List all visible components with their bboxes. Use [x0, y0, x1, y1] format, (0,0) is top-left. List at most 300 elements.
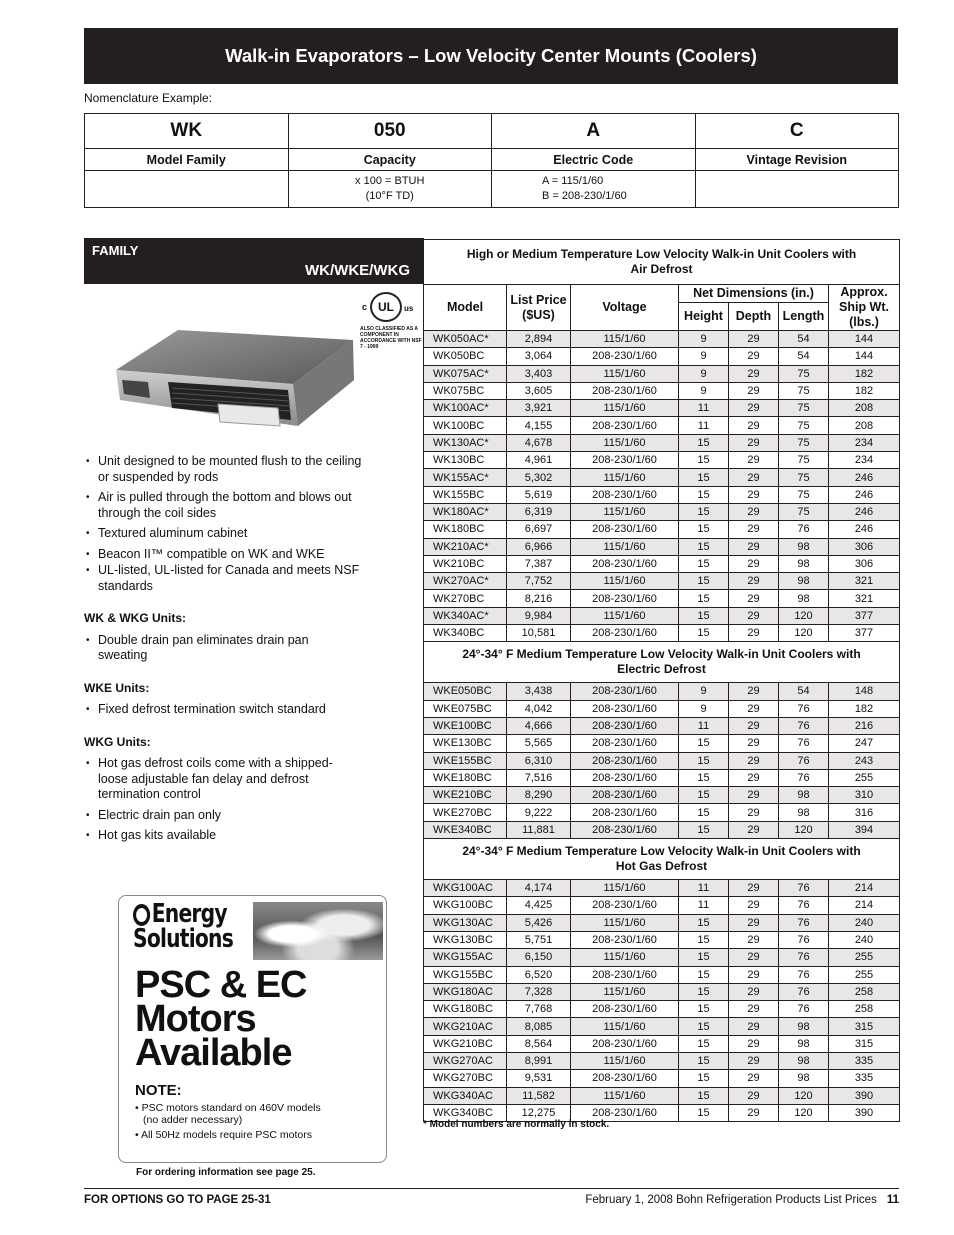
- cell-length: 98: [779, 804, 829, 821]
- cell-length: 75: [779, 382, 829, 399]
- cell-weight: 377: [829, 607, 900, 624]
- ul-c-mark: c: [362, 302, 368, 312]
- cell-model: WKE270BC: [424, 804, 507, 821]
- cell-depth: 29: [729, 555, 779, 572]
- cell-model: WK340BC: [424, 625, 507, 642]
- cell-model: WK050BC: [424, 348, 507, 365]
- note-line-1b: (no adder necessary): [143, 1114, 243, 1126]
- cell-depth: 29: [729, 914, 779, 931]
- cell-weight: 240: [829, 914, 900, 931]
- cell-weight: 394: [829, 821, 900, 838]
- wk-wkg-list: [84, 633, 374, 664]
- table-row: [424, 683, 900, 700]
- cell-length: 75: [779, 469, 829, 486]
- cell-height: 9: [679, 331, 729, 348]
- cell-voltage: 208-230/1/60: [571, 1001, 679, 1018]
- cell-length: 98: [779, 1052, 829, 1069]
- cell-weight: 182: [829, 365, 900, 382]
- cell-length: 54: [779, 331, 829, 348]
- electric-desc-1: A = 115/1/60: [542, 175, 604, 187]
- cell-height: 15: [679, 1104, 729, 1121]
- cell-length: 75: [779, 452, 829, 469]
- note-title: NOTE:: [135, 1082, 182, 1099]
- cell-model: WK210BC: [424, 555, 507, 572]
- cell-depth: 29: [729, 625, 779, 642]
- cell-weight: 148: [829, 683, 900, 700]
- cell-length: 98: [779, 538, 829, 555]
- cell-price: 4,678: [507, 434, 571, 451]
- cell-model: WK130BC: [424, 452, 507, 469]
- cell-depth: 29: [729, 521, 779, 538]
- cell-voltage: 115/1/60: [571, 607, 679, 624]
- table-row: [424, 434, 900, 451]
- cell-voltage: 208-230/1/60: [571, 590, 679, 607]
- cell-voltage: 115/1/60: [571, 400, 679, 417]
- cell-depth: 29: [729, 1087, 779, 1104]
- cell-weight: 214: [829, 897, 900, 914]
- cell-model: WKG155BC: [424, 966, 507, 983]
- cell-length: 76: [779, 700, 829, 717]
- cell-length: 75: [779, 400, 829, 417]
- energy-solutions-panel: [118, 895, 387, 1163]
- headline-line-3: Available: [135, 1032, 292, 1074]
- cell-depth: 29: [729, 538, 779, 555]
- cell-model: WKG210AC: [424, 1018, 507, 1035]
- cell-height: 11: [679, 880, 729, 897]
- cell-weight: 255: [829, 966, 900, 983]
- cell-weight: 377: [829, 625, 900, 642]
- cell-length: 98: [779, 1070, 829, 1087]
- cell-depth: 29: [729, 400, 779, 417]
- cell-price: 9,531: [507, 1070, 571, 1087]
- table-row: [424, 486, 900, 503]
- cell-model: WK270BC: [424, 590, 507, 607]
- cell-depth: 29: [729, 365, 779, 382]
- cell-weight: 246: [829, 469, 900, 486]
- cell-voltage: 115/1/60: [571, 469, 679, 486]
- feature-item: • Textured aluminum cabinet: [84, 526, 374, 542]
- cell-depth: 29: [729, 949, 779, 966]
- logo-line-1: Energy: [151, 899, 227, 929]
- cell-voltage: 208-230/1/60: [571, 735, 679, 752]
- cell-height: 15: [679, 804, 729, 821]
- cell-voltage: 115/1/60: [571, 365, 679, 382]
- cell-model: WKG180BC: [424, 1001, 507, 1018]
- cell-length: 76: [779, 735, 829, 752]
- cell-price: 6,520: [507, 966, 571, 983]
- cell-length: 98: [779, 787, 829, 804]
- cell-length: 120: [779, 607, 829, 624]
- cell-height: 9: [679, 348, 729, 365]
- cell-weight: 246: [829, 486, 900, 503]
- cell-depth: 29: [729, 821, 779, 838]
- table-row: [424, 787, 900, 804]
- cell-depth: 29: [729, 752, 779, 769]
- cell-price: 8,991: [507, 1052, 571, 1069]
- table-row: [424, 452, 900, 469]
- cell-depth: 29: [729, 735, 779, 752]
- unit-cooler-image: [108, 322, 358, 434]
- cell-depth: 29: [729, 700, 779, 717]
- table-row: [424, 625, 900, 642]
- cell-weight: 208: [829, 417, 900, 434]
- cell-height: 9: [679, 382, 729, 399]
- motors-headline: [135, 964, 307, 1074]
- cell-price: 9,222: [507, 804, 571, 821]
- cell-price: 4,155: [507, 417, 571, 434]
- cell-weight: 182: [829, 700, 900, 717]
- cell-voltage: 115/1/60: [571, 914, 679, 931]
- table-row: [424, 931, 900, 948]
- page-title: Walk-in Evaporators – Low Velocity Center Mounts (Coolers): [84, 28, 898, 84]
- cell-model: WKG130BC: [424, 931, 507, 948]
- cell-model: WKG340AC: [424, 1087, 507, 1104]
- cell-model: WKG100BC: [424, 897, 507, 914]
- col-header-model: Model: [424, 285, 507, 331]
- wke-heading: WKE Units:: [84, 680, 150, 695]
- cell-price: 3,064: [507, 348, 571, 365]
- cell-model: WKE130BC: [424, 735, 507, 752]
- header-capacity: Capacity: [288, 149, 492, 171]
- cell-price: 5,751: [507, 931, 571, 948]
- table-row: [424, 880, 900, 897]
- cell-model: WKE180BC: [424, 769, 507, 786]
- cell-depth: 29: [729, 897, 779, 914]
- energy-solutions-logo: [133, 899, 233, 954]
- cell-weight: 306: [829, 538, 900, 555]
- cell-height: 15: [679, 1001, 729, 1018]
- cell-weight: 240: [829, 931, 900, 948]
- section-row: [424, 839, 900, 880]
- cell-price: 3,438: [507, 683, 571, 700]
- cell-height: 15: [679, 1052, 729, 1069]
- cell-length: 76: [779, 897, 829, 914]
- cell-weight: 255: [829, 769, 900, 786]
- footer-info: [585, 1194, 899, 1206]
- cell-height: 15: [679, 966, 729, 983]
- cell-length: 75: [779, 434, 829, 451]
- cell-weight: 216: [829, 717, 900, 734]
- feature-item: • Beacon II™ compatible on WK and WKE: [84, 547, 374, 563]
- cell-height: 15: [679, 555, 729, 572]
- features-list: [84, 454, 374, 594]
- cell-weight: 246: [829, 503, 900, 520]
- note-line-2: • All 50Hz models require PSC motors: [135, 1129, 312, 1141]
- cell-height: 15: [679, 735, 729, 752]
- cell-depth: 29: [729, 331, 779, 348]
- code-electric: A: [492, 114, 696, 149]
- table-row: [424, 949, 900, 966]
- cell-price: 8,085: [507, 1018, 571, 1035]
- cell-depth: 29: [729, 769, 779, 786]
- cell-length: 76: [779, 983, 829, 1000]
- cell-depth: 29: [729, 1018, 779, 1035]
- table-row: [424, 1035, 900, 1052]
- col-header-length: Length: [779, 302, 829, 330]
- cell-length: 76: [779, 880, 829, 897]
- feature-item: • Air is pulled through the bottom and blows out through the coil sides: [84, 490, 374, 521]
- cell-model: WK050AC*: [424, 331, 507, 348]
- cell-price: 5,426: [507, 914, 571, 931]
- cell-price: 4,425: [507, 897, 571, 914]
- cell-model: WK130AC*: [424, 434, 507, 451]
- cell-depth: 29: [729, 1104, 779, 1121]
- cell-price: 6,966: [507, 538, 571, 555]
- cell-voltage: 208-230/1/60: [571, 804, 679, 821]
- cell-height: 15: [679, 787, 729, 804]
- col-header-voltage: Voltage: [571, 285, 679, 331]
- cell-model: WKE210BC: [424, 787, 507, 804]
- cell-model: WKG130AC: [424, 914, 507, 931]
- footer-divider: [84, 1188, 899, 1189]
- header-vintage: Vintage Revision: [695, 149, 899, 171]
- cell-model: WKE050BC: [424, 683, 507, 700]
- cell-height: 9: [679, 700, 729, 717]
- cell-height: 15: [679, 752, 729, 769]
- cell-height: 15: [679, 1035, 729, 1052]
- cell-voltage: 208-230/1/60: [571, 966, 679, 983]
- cell-height: 11: [679, 897, 729, 914]
- cell-price: 3,605: [507, 382, 571, 399]
- cell-depth: 29: [729, 717, 779, 734]
- cell-height: 15: [679, 821, 729, 838]
- cell-height: 15: [679, 949, 729, 966]
- col-header-price: List Price ($US): [507, 285, 571, 331]
- cell-height: 9: [679, 683, 729, 700]
- cell-model: WK075BC: [424, 382, 507, 399]
- cell-depth: 29: [729, 434, 779, 451]
- cell-height: 15: [679, 521, 729, 538]
- cell-price: 10,581: [507, 625, 571, 642]
- table-row: [424, 521, 900, 538]
- cell-depth: 29: [729, 452, 779, 469]
- cell-weight: 255: [829, 949, 900, 966]
- col-header-weight: Approx. Ship Wt. (lbs.): [829, 285, 900, 331]
- cell-height: 9: [679, 365, 729, 382]
- table-row: [424, 1052, 900, 1069]
- clouds-image: [253, 902, 383, 960]
- cell-model: WKE155BC: [424, 752, 507, 769]
- footer-date-text: February 1, 2008 Bohn Refrigeration Products List Prices: [585, 1194, 877, 1206]
- wkg-heading: WKG Units:: [84, 734, 151, 749]
- table-row: [424, 1018, 900, 1035]
- cell-voltage: 208-230/1/60: [571, 348, 679, 365]
- cell-weight: 321: [829, 590, 900, 607]
- cell-voltage: 115/1/60: [571, 1087, 679, 1104]
- cell-depth: 29: [729, 1035, 779, 1052]
- features-column: [84, 454, 374, 849]
- cell-height: 15: [679, 625, 729, 642]
- cell-weight: 310: [829, 787, 900, 804]
- header-electric: Electric Code: [492, 149, 696, 171]
- header-model-family: Model Family: [85, 149, 289, 171]
- section-title: High or Medium Temperature Low Velocity Walk-in Unit Coolers with Air Defrost: [424, 240, 900, 285]
- table-row: [424, 1001, 900, 1018]
- cell-length: 120: [779, 625, 829, 642]
- cell-model: WKE100BC: [424, 717, 507, 734]
- cell-voltage: 115/1/60: [571, 331, 679, 348]
- cell-length: 98: [779, 573, 829, 590]
- cell-voltage: 208-230/1/60: [571, 683, 679, 700]
- cell-length: 120: [779, 1087, 829, 1104]
- table-row: [424, 573, 900, 590]
- cell-voltage: 208-230/1/60: [571, 1035, 679, 1052]
- cell-price: 11,582: [507, 1087, 571, 1104]
- table-row: [424, 382, 900, 399]
- cell-voltage: 208-230/1/60: [571, 382, 679, 399]
- code-model-family: WK: [85, 114, 289, 149]
- table-row: [424, 821, 900, 838]
- cell-height: 15: [679, 931, 729, 948]
- cell-weight: 247: [829, 735, 900, 752]
- cell-voltage: 115/1/60: [571, 434, 679, 451]
- cell-weight: 335: [829, 1070, 900, 1087]
- cell-model: WK340AC*: [424, 607, 507, 624]
- cell-model: WK075AC*: [424, 365, 507, 382]
- wkg-item: • Hot gas kits available: [84, 828, 374, 844]
- logo-line-2: Solutions: [133, 924, 233, 954]
- cell-height: 15: [679, 469, 729, 486]
- col-header-depth: Depth: [729, 302, 779, 330]
- pricing-table: [423, 239, 900, 1122]
- cell-voltage: 115/1/60: [571, 949, 679, 966]
- cell-model: WKG270AC: [424, 1052, 507, 1069]
- table-row: [424, 469, 900, 486]
- cell-height: 15: [679, 983, 729, 1000]
- cell-voltage: 115/1/60: [571, 1018, 679, 1035]
- cell-price: 8,290: [507, 787, 571, 804]
- cell-depth: 29: [729, 469, 779, 486]
- wke-item: • Fixed defrost termination switch standard: [84, 702, 374, 718]
- cell-height: 11: [679, 400, 729, 417]
- cell-price: 3,403: [507, 365, 571, 382]
- swirl-icon: [133, 904, 150, 926]
- family-value: WK/WKE/WKG: [305, 262, 410, 279]
- code-capacity: 050: [288, 114, 492, 149]
- cell-price: 3,921: [507, 400, 571, 417]
- table-row: [424, 607, 900, 624]
- cell-model: WK155AC*: [424, 469, 507, 486]
- desc-model-family: [85, 171, 289, 208]
- cell-price: 8,216: [507, 590, 571, 607]
- cell-price: 7,328: [507, 983, 571, 1000]
- cell-voltage: 208-230/1/60: [571, 555, 679, 572]
- cell-depth: 29: [729, 486, 779, 503]
- cell-price: 9,984: [507, 607, 571, 624]
- capacity-desc-1: x 100 = BTUH: [355, 175, 425, 187]
- cell-depth: 29: [729, 880, 779, 897]
- col-header-height: Height: [679, 302, 729, 330]
- cell-price: 6,310: [507, 752, 571, 769]
- table-row: [424, 700, 900, 717]
- cell-depth: 29: [729, 931, 779, 948]
- cell-length: 76: [779, 752, 829, 769]
- note-line-1: • PSC motors standard on 460V models: [135, 1102, 321, 1114]
- cell-length: 75: [779, 365, 829, 382]
- cell-weight: 246: [829, 521, 900, 538]
- table-footnote: * Model numbers are normally in stock.: [423, 1119, 610, 1130]
- cell-voltage: 115/1/60: [571, 880, 679, 897]
- table-row: [424, 1087, 900, 1104]
- cell-weight: 390: [829, 1087, 900, 1104]
- cell-price: 7,752: [507, 573, 571, 590]
- cell-weight: 321: [829, 573, 900, 590]
- cell-price: 6,697: [507, 521, 571, 538]
- cell-model: WK210AC*: [424, 538, 507, 555]
- cell-weight: 234: [829, 452, 900, 469]
- cell-voltage: 208-230/1/60: [571, 787, 679, 804]
- cell-voltage: 208-230/1/60: [571, 452, 679, 469]
- ul-listing-mark: [360, 290, 420, 360]
- cell-price: 4,174: [507, 880, 571, 897]
- cell-voltage: 115/1/60: [571, 983, 679, 1000]
- headline-line-1: PSC & EC: [135, 964, 307, 1006]
- cell-height: 15: [679, 590, 729, 607]
- cell-price: 4,666: [507, 717, 571, 734]
- cell-length: 54: [779, 348, 829, 365]
- table-row: [424, 555, 900, 572]
- cell-depth: 29: [729, 382, 779, 399]
- cell-height: 15: [679, 769, 729, 786]
- cell-model: WK100BC: [424, 417, 507, 434]
- cell-weight: 306: [829, 555, 900, 572]
- cell-model: WKE340BC: [424, 821, 507, 838]
- cell-model: WK100AC*: [424, 400, 507, 417]
- wk-wkg-heading: WK & WKG Units:: [84, 611, 186, 625]
- footer-options-link: FOR OPTIONS GO TO PAGE 25-31: [84, 1194, 271, 1206]
- cell-length: 98: [779, 555, 829, 572]
- cell-depth: 29: [729, 787, 779, 804]
- cell-voltage: 208-230/1/60: [571, 625, 679, 642]
- cell-weight: 390: [829, 1104, 900, 1121]
- cell-depth: 29: [729, 683, 779, 700]
- cell-model: WKG210BC: [424, 1035, 507, 1052]
- cell-price: 8,564: [507, 1035, 571, 1052]
- cell-price: 5,565: [507, 735, 571, 752]
- cell-length: 76: [779, 914, 829, 931]
- cell-depth: 29: [729, 573, 779, 590]
- capacity-desc-2: (10°F TD): [365, 190, 414, 202]
- ul-classification-text: ALSO CLASSIFIED AS A COMPONENT IN ACCORDANCE WITH NSF 7 - 1999: [360, 326, 422, 350]
- cell-height: 15: [679, 452, 729, 469]
- cell-price: 5,302: [507, 469, 571, 486]
- cell-depth: 29: [729, 1001, 779, 1018]
- cell-length: 98: [779, 590, 829, 607]
- cell-model: WKG180AC: [424, 983, 507, 1000]
- table-row: [424, 538, 900, 555]
- cell-price: 11,881: [507, 821, 571, 838]
- wkg-item: • Hot gas defrost coils come with a shipped-loose adjustable fan delay and defrost termination control: [84, 756, 374, 803]
- cell-weight: 335: [829, 1052, 900, 1069]
- cell-model: WKG100AC: [424, 880, 507, 897]
- cell-voltage: 115/1/60: [571, 503, 679, 520]
- cell-weight: 144: [829, 331, 900, 348]
- cell-voltage: 115/1/60: [571, 538, 679, 555]
- cell-length: 76: [779, 931, 829, 948]
- cell-length: 76: [779, 1001, 829, 1018]
- table-row: [424, 365, 900, 382]
- cell-price: 7,387: [507, 555, 571, 572]
- cell-price: 7,516: [507, 769, 571, 786]
- table-row: [424, 735, 900, 752]
- cell-voltage: 208-230/1/60: [571, 752, 679, 769]
- cell-height: 15: [679, 607, 729, 624]
- headline-line-2: Motors: [135, 998, 256, 1040]
- cell-depth: 29: [729, 417, 779, 434]
- table-row: [424, 897, 900, 914]
- cell-height: 15: [679, 573, 729, 590]
- cell-voltage: 208-230/1/60: [571, 700, 679, 717]
